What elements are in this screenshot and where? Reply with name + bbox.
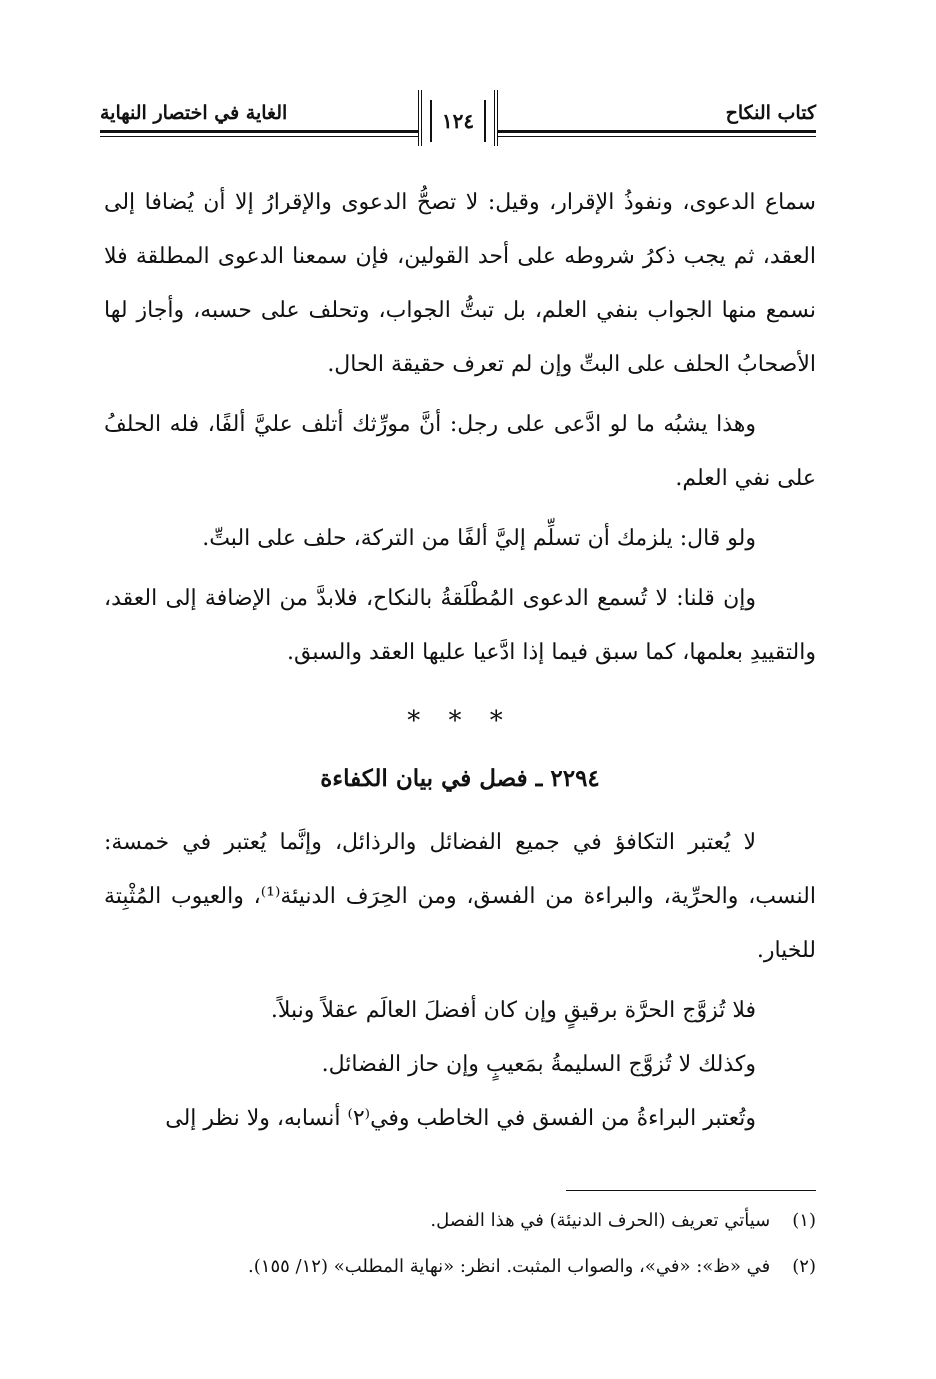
chapter-title: كتاب النكاح [725,102,816,124]
footnote-text: في «ظ»: «في»، والصواب المثبت. انظر: «نهاية المطلب» (١٢/ ١٥٥). [248,1256,771,1277]
page-number-frame [418,90,498,146]
paragraph: وتُعتبر البراءةُ من الفسق في الخاطب وفي⁽٢⁾ أنسابه، ولا نظر إلى [165,1106,756,1131]
book-title: الغاية في اختصار النهاية [100,102,288,124]
paragraph: وهذا يشبُه ما لو ادَّعى على رجل: أنَّ مورِّثك أتلف عليَّ ألفًا، فله الحلفُ على نفي العلم. [104,412,816,491]
paragraph: وإن قلنا: لا تُسمع الدعوى المُطْلَقةُ بالنكاح، فلابدَّ من الإضافة إلى العقد، والتقييدِ بعلمها، كما سبق فيما إذا ادَّعيا عليها العقد والسبق. [104,586,816,665]
footnote-text: سيأتي تعريف (الحرف الدنيئة) في هذا الفصل. [430,1210,771,1231]
section-heading: ٢٢٩٤ ـ فصل في بيان الكفاءة [320,765,600,792]
section-separator: * * * [407,706,513,736]
footnote [104,1198,816,1244]
page-number: ١٢٤ [430,100,486,142]
paragraph: لا يُعتبر التكافؤ في جميع الفضائل والرذائل، وإنَّما يُعتبر في خمسة: النسب، والحرِّية، والبراءة من الفسق، ومن الحِرَف الدنيئة⁽¹⁾، والعيوب المُثْبِتة للخيار. [104,830,816,963]
footnote-number: (٢) [792,1256,816,1277]
paragraph: سماع الدعوى، ونفوذُ الإقرار، وقيل: لا تصحُّ الدعوى والإقرارُ إلا أن يُضافا إلى العقد، ثم يجب ذكرُ شروطه على أحد القولين، فإن سمعنا الدعوى المطلقة فلا نسمع منها الجواب بنفي العلم، بل تبتُّ الجواب، وتحلف على حسبه، وأجاز لها الأصحابُ الحلف على البتِّ وإن لم تعرف حقيقة الحال. [104,190,816,377]
footnote [104,1244,816,1290]
paragraph: فلا تُزوَّج الحرَّة برقيقٍ وإن كان أفضلَ العالَم عقلاً ونبلاً. [270,998,756,1023]
running-header [100,98,816,138]
footnote-number: (١) [792,1210,816,1231]
footnotes [104,1198,816,1290]
paragraph: وكذلك لا تُزوَّج السليمةُ بمَعيبٍ وإن حاز الفضائل. [321,1052,756,1077]
paragraph: ولو قال: يلزمك أن تسلِّم إليَّ ألفًا من التركة، حلف على البتِّ. [202,526,756,551]
main-text [104,176,816,1146]
footnote-divider [566,1190,816,1191]
